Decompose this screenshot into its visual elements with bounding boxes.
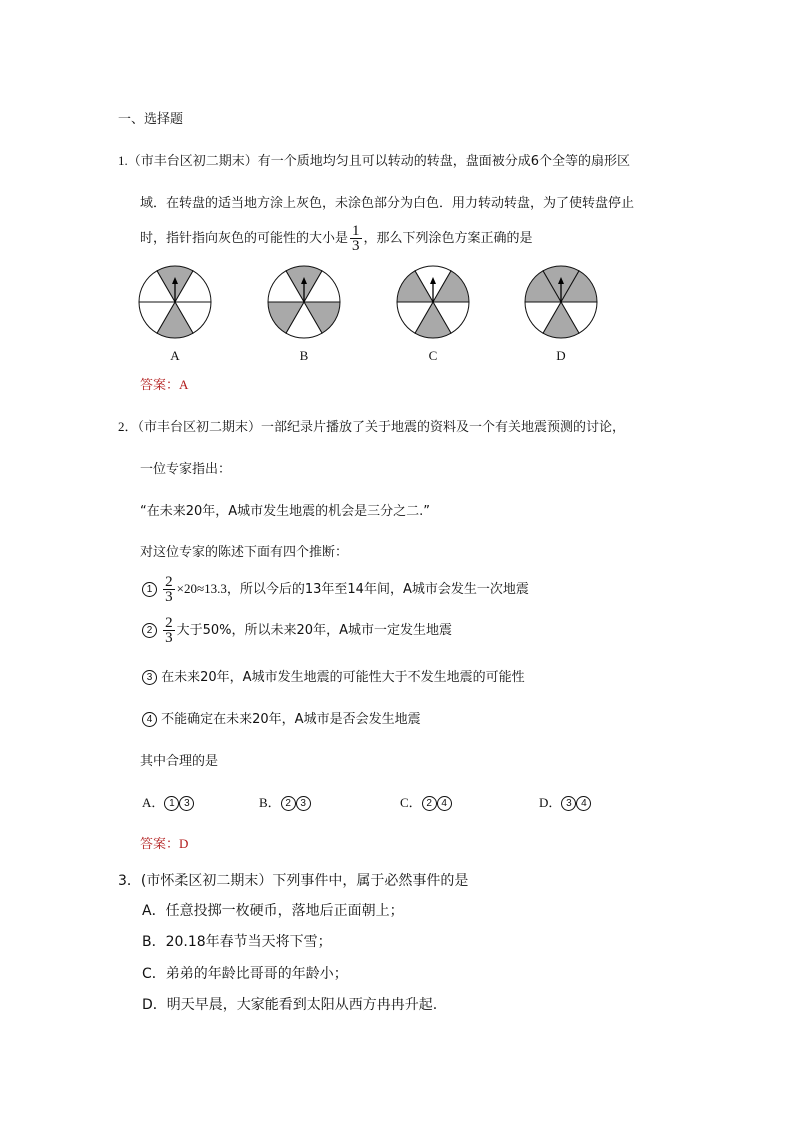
circled-number-3: 3 [142,670,157,685]
choice-c-circ-2: 4 [437,796,452,811]
q1-answer-value: A [179,377,189,392]
spinner-a-graphic [135,264,215,344]
circled-number-4: 4 [142,712,157,727]
choice-d-label: D． [539,795,562,810]
q3-option-c[interactable]: C．弟弟的年龄比哥哥的年龄小； [142,966,348,982]
q2-number: 2． [118,419,138,434]
q1-text-1: （市丰台区初二期末）有一个质地均匀且可以转动的转盘，盘面被分成6个全等的扇形区 [127,154,631,169]
q2-statement-4 [142,708,421,727]
section-title: 一、选择题 [118,112,184,127]
q2-choice-d[interactable] [539,792,591,811]
option-d-spinner[interactable] [521,264,601,364]
s1-fraction [163,575,175,604]
s3-text: 在未来20年，A城市发生地震的可能性大于不发生地震的可能性 [161,670,525,685]
q2-line2: 一位专家指出： [140,462,232,477]
q2-line4: 对这位专家的陈述下面有四个推断： [140,545,349,560]
q2-answer [140,833,188,852]
spinner-b-graphic [264,264,344,344]
choice-c-circ-1: 2 [422,796,437,811]
s1-text: ，所以今后的13年至14年间，A城市会发生一次地震 [226,582,529,597]
choice-a-circ-2: 3 [179,796,194,811]
s1-fraction-num: 2 [165,574,173,590]
q2-statement-2 [142,616,452,646]
option-a-spinner[interactable] [135,264,215,364]
spinner-c-graphic [393,264,473,344]
option-b-label: B [299,348,309,363]
s2-fraction [163,616,175,645]
choice-a-circ-1: 1 [164,796,179,811]
s2-fraction-den: 3 [165,630,173,646]
s2-fraction-num: 2 [165,615,173,631]
q3-line1: 3．(市怀柔区初二期末）下列事件中，属于必然事件的是 [118,873,469,889]
option-c-label: C [428,348,438,363]
q2-choice-b[interactable] [259,792,311,811]
q1-line3 [140,224,533,254]
spinner-d-graphic [521,264,601,344]
q1-number: 1. [118,153,128,168]
q2-answer-value: D [179,836,189,851]
option-a-label: A [170,348,180,363]
q1-answer-label: 答案： [140,378,180,393]
q2-text-1: （市丰台区初二期末）一部纪录片播放了关于地震的资料及一个有关地震预测的讨论， [137,420,626,435]
s4-text: 不能确定在未来20年，A城市是否会发生地震 [161,712,421,727]
q2-answer-label: 答案： [140,837,180,852]
choice-d-circ-1: 3 [561,796,576,811]
q1-text-3a: 时，指针指向灰色的可能性的大小是 [140,231,349,246]
q1-line1 [118,150,630,169]
choice-b-circ-1: 2 [281,796,296,811]
q3-option-b[interactable]: B．20.18年春节当天将下雪； [142,934,332,950]
choice-d-circ-2: 4 [576,796,591,811]
choice-b-circ-2: 3 [296,796,311,811]
circled-number-1: 1 [142,582,157,597]
option-b-spinner[interactable] [264,264,344,364]
q2-choice-c[interactable] [400,792,452,811]
q2-question: 其中合理的是 [140,754,219,769]
choice-b-label: B． [259,795,281,810]
q2-choice-a[interactable] [142,792,194,811]
s1-expression: ×20≈13.3 [176,581,227,596]
option-d-label: D [556,348,566,363]
q1-fraction [350,224,362,253]
q1-fraction-num: 1 [352,223,360,239]
s2-text: 大于50%，所以未来20年，A城市一定发生地震 [176,623,452,638]
q2-line1 [118,416,625,435]
q1-answer [140,374,188,393]
option-c-spinner[interactable] [393,264,473,364]
q2-statement-3 [142,666,525,685]
q2-quote: “在未来20年，A城市发生地震的机会是三分之二.” [140,504,431,519]
circled-number-2: 2 [142,623,157,638]
q2-statement-1 [142,574,529,605]
s1-fraction-den: 3 [165,589,173,605]
q1-text-3b: ，那么下列涂色方案正确的是 [363,231,533,246]
q1-line2: 域．在转盘的适当地方涂上灰色，未涂色部分为白色．用力转动转盘，为了使转盘停止 [140,196,635,211]
q1-fraction-den: 3 [352,238,360,254]
choice-a-label: A． [142,795,165,810]
q3-option-d[interactable]: D．明天早晨，大家能看到太阳从西方冉冉升起. [142,997,438,1013]
choice-c-label: C． [400,795,422,810]
q3-option-a[interactable]: A．任意投掷一枚硬币，落地后正面朝上； [142,903,404,919]
